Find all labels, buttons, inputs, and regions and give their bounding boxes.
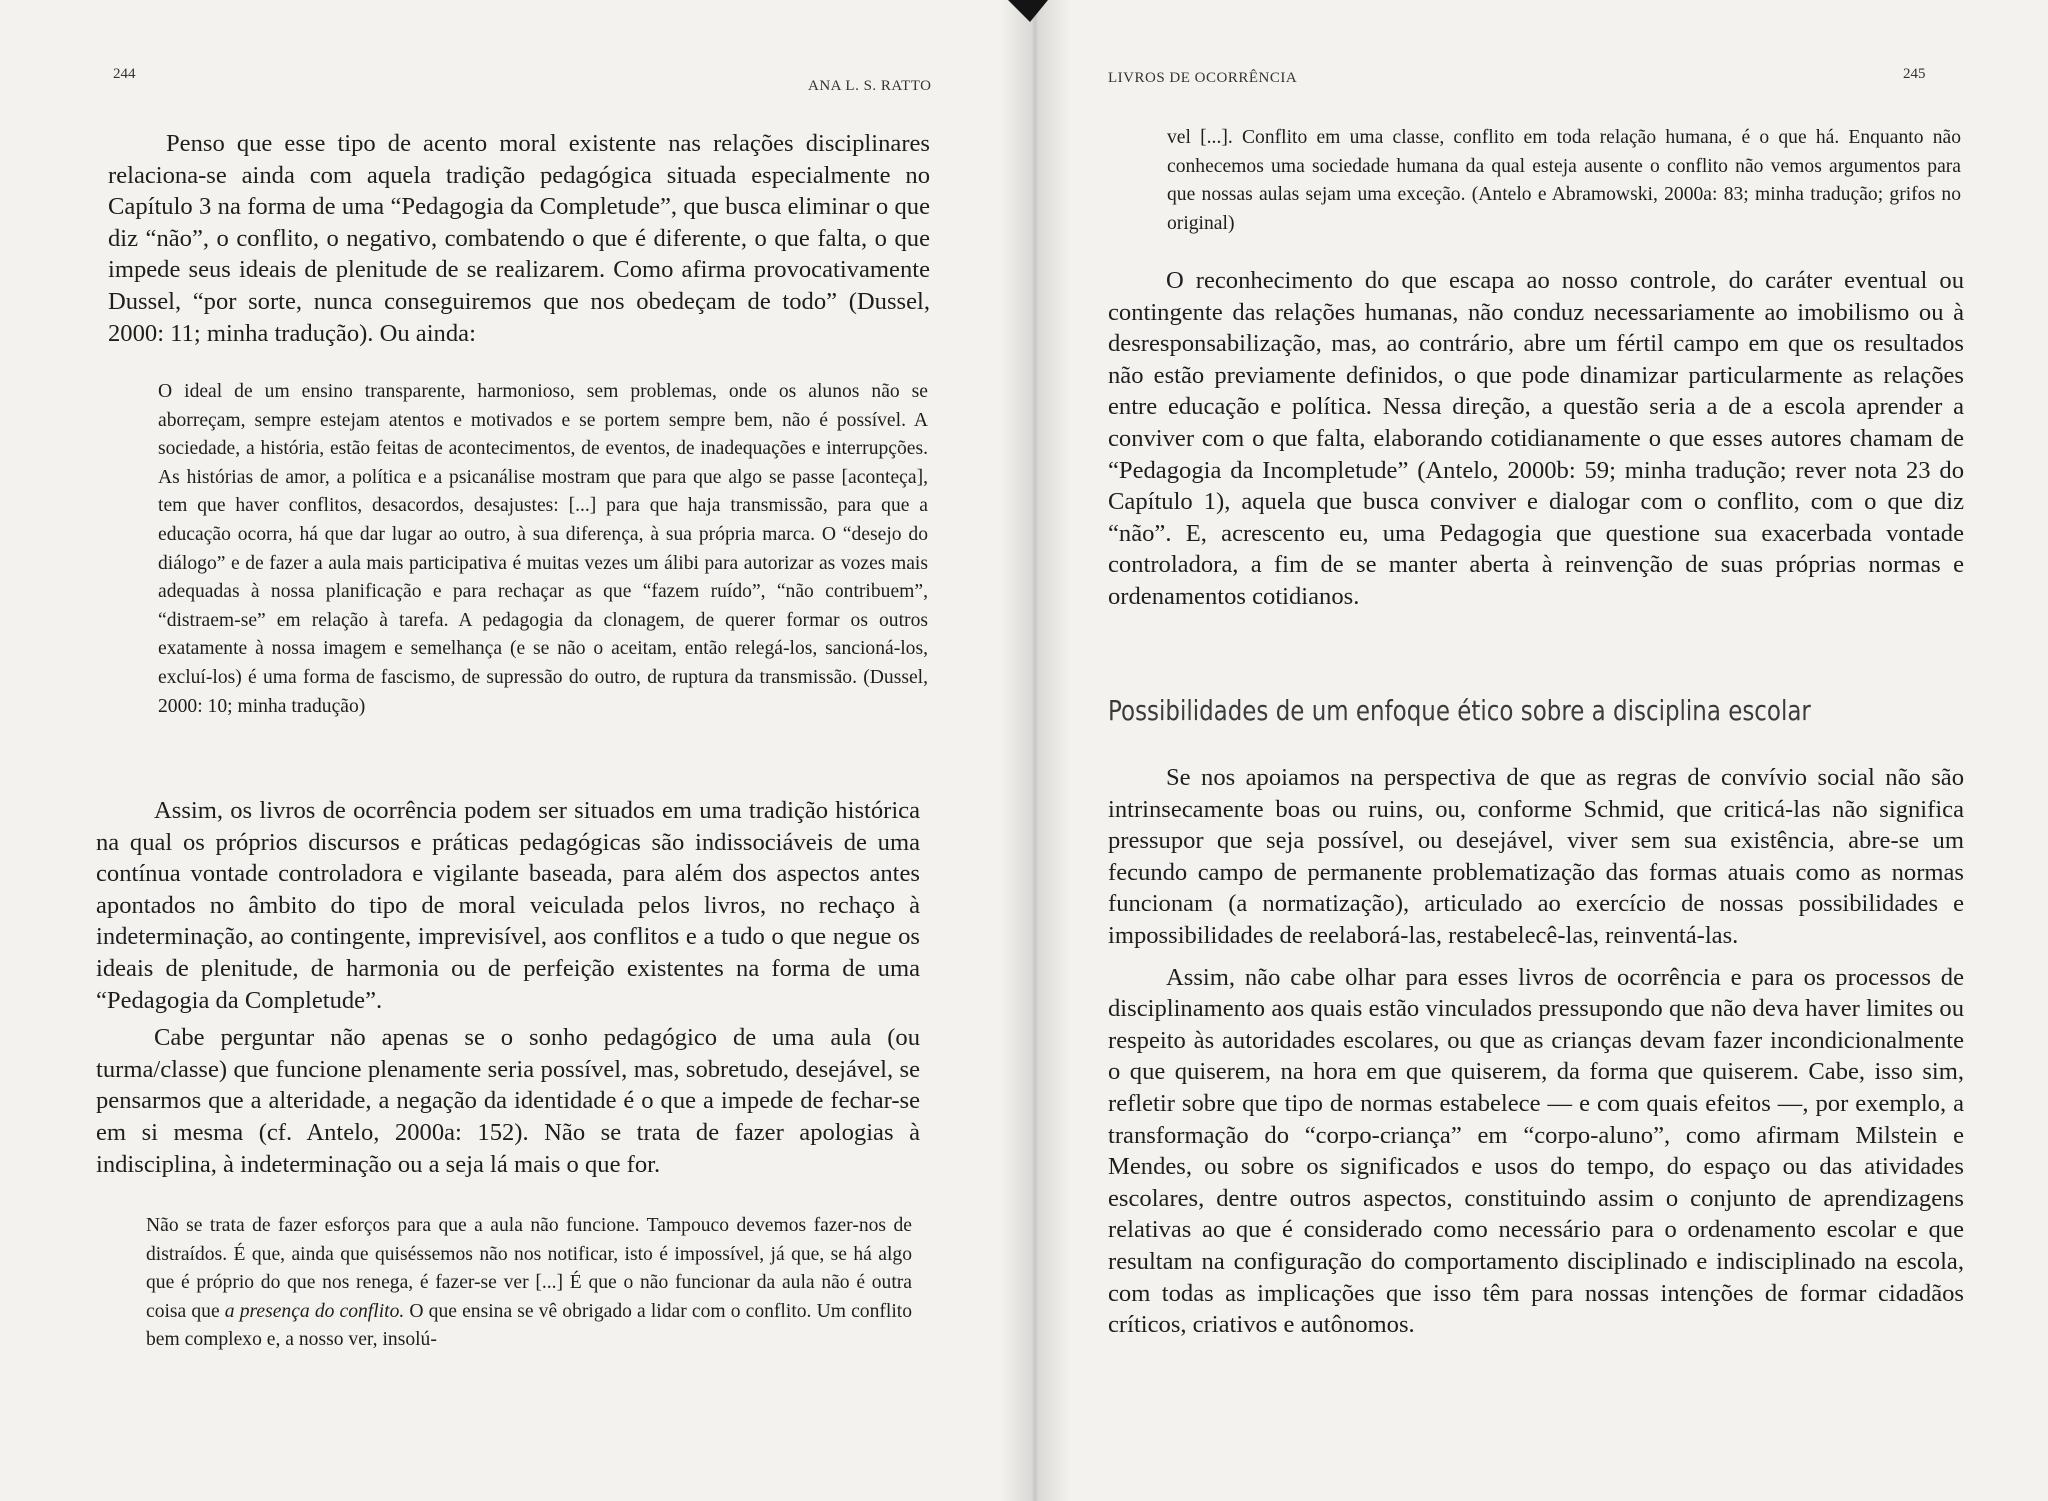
body-paragraph: Se nos apoiamos na perspectiva de que as regras de convívio social não são intrinsecamente boas ou ruins, ou, conforme Schmid, que criticá-las não significa pressupor que seja possível, ou desejável, viver sem sua existência, abre-se um fecundo campo de permanente problematização das formas atuais como as normas funcionam (a normatização), articulado ao exercício de nossas possibilidades e impossibilidades de reelaborá-las, restabelecê-las, reinventá-las. — [1108, 764, 1964, 949]
block-quote-1 — [158, 378, 928, 721]
running-head: LIVROS DE OCORRÊNCIA — [1108, 70, 1298, 86]
body-paragraph: O reconhecimento do que escapa ao nosso controle, do caráter eventual ou contingente das relações humanas, não conduz necessariamente ao imobilismo ou à desresponsabilização, mas, ao contrário, abre um fértil campo em que os resultados não estão previamente definidos, o que pode dinamizar particularmente as relações entre educação e política. Nessa direção, a questão seria a de a escola aprender a conviver com o que falta, elaborando cotidianamente o que esses autores chamam de “Pedagogia da Incompletude” (Antelo, 2000b: 59; minha tradução; rever nota 23 do Capítulo 1), aquela que busca conviver e dialogar com o conflito, com o que diz “não”. E, acrescento eu, uma Pedagogia que questione sua exacerbada vontade controladora, a fim de se manter aberta à reinvenção de suas próprias normas e ordenamentos cotidianos. — [1108, 267, 1964, 610]
paragraph-block-2 — [1108, 762, 1964, 1341]
running-head: ANA L. S. RATTO — [808, 78, 932, 94]
block-quote-text — [146, 1212, 912, 1355]
body-paragraph: Assim, os livros de ocorrência podem ser situados em uma tradição histórica na qual os próprios discursos e práticas pedagógicas são indissociáveis de uma contínua vontade controladora e vigilante baseada, para além dos aspectos antes apontados no âmbito do tipo de moral veiculada pelos livros, no rechaço à indeterminação, ao contingente, imprevisível, aos conflitos e a tudo o que negue os ideais de plenitude, de harmonia ou de perfeição existentes na forma de uma “Pedagogia da Completude”. — [96, 797, 920, 1014]
block-quote-2 — [146, 1212, 912, 1355]
body-paragraph: Assim, não cabe olhar para esses livros de ocorrência e para os processos de disciplinamento aos quais estão vinculados pressupondo que não deva haver limites ou respeito às autoridades escolares, ou que as crianças devam fazer incondicionalmente o que quiserem, na hora em que quiserem, da forma que quiserem. Cabe, isso sim, refletir sobre que tipo de normas estabelece — e com quais efeitos —, por exemplo, a transformação do “corpo-criança” em “corpo-aluno”, como afirmam Milstein e Mendes, ou sobre os significados e usos do tempo, do espaço ou das atividades escolares, dentre outros aspectos, constituindo assim o conjunto de aprendizagens relativas ao que é considerado como necessário para o ordenamento escolar e que resultam na configuração do comportamento disciplinado e indisciplinado na escola, com todas as implicações que isso têm para nossas intenções de formar cidadãos críticos, criativos e autônomos. — [1108, 963, 1964, 1339]
body-paragraph: Cabe perguntar não apenas se o sonho pedagógico de uma aula (ou turma/classe) que funcione plenamente seria possível, mas, sobretudo, desejável, se pensarmos que a alteridade, a negação da identidade é o que a impede de fechar-se em si mesma (cf. Antelo, 2000a: 152). Não se trata de fazer apologias à indisciplina, à indeterminação ou a seja lá mais o que for. — [96, 1024, 920, 1178]
paragraph-block-2 — [96, 795, 920, 1180]
right-page — [1028, 0, 2048, 1501]
paragraph-block-1 — [1108, 265, 1964, 613]
section-heading: Possibilidades de um enfoque ético sobre a disciplina escolar — [1108, 694, 1811, 727]
quote-text-part: O que ensina se vê obrigado a lidar com o conflito. Um conflito bem complexo e, a nosso ver, insolú- — [146, 1300, 913, 1351]
quote-text-part: Não se trata de fazer esforços para que a aula não funcione. Tampouco devemos fazer-nos de distraídos. É que, ainda que quiséssemos não nos notificar, isto é impossível, já que, se há algo que é próprio do que nos renega, é fazer-se ver [...] É que o não funcionar da aula não é outra coisa que — [146, 1215, 912, 1322]
block-quote-text: O ideal de um ensino transparente, harmonioso, sem problemas, onde os alunos não se aborreçam, sempre estejam atentos e motivados e se portem sempre bem, não é possível. A sociedade, a história, estão feitas de acontecimentos, de eventos, de inadequações e interrupções. As histórias de amor, a política e a psicanálise mostram que para que algo se passe [aconteça], tem que haver conflitos, desacordos, desajustes: [...] para que haja transmissão, para que a educação ocorra, há que dar lugar ao outro, à sua diferença, à sua própria marca. O “desejo do diálogo” e de fazer a aula mais participativa é muitas vezes um álibi para autorizar as vozes mais adequadas à nossa planificação e para rechaçar as que “fazem ruído”, “não contribuem”, “distraem-se” em relação à tarefa. A pedagogia da clonagem, de querer formar os outros exatamente à nossa imagem e semelhança (e se não o aceitam, então relegá-los, sancioná-los, excluí-los) é uma forma de fascismo, de supressão do outro, de ruptura da transmissão. (Dussel, 2000: 10; minha tradução) — [158, 381, 928, 717]
page-number: 245 — [1903, 66, 1926, 82]
body-paragraph: Penso que esse tipo de acento moral existente nas relações disciplinares relaciona-se ainda com aquela tradição pedagógica situada especialmente no Capítulo 3 na forma de uma “Pedagogia da Completude”, que busca eliminar o que diz “não”, o conflito, o negativo, combatendo o que é diferente, o que falta, o que impede seus ideais de plenitude de se realizarem. Como afirma provocativamente Dussel, “por sorte, nunca conseguiremos que nos obedeçam de todo” (Dussel, 2000: 11; minha tradução). Ou ainda: — [108, 130, 930, 347]
page-number: 244 — [113, 66, 136, 82]
paragraph-block-1 — [108, 128, 930, 349]
quote-italic-emphasis: a presença do conflito. — [224, 1300, 405, 1322]
block-quote-text: vel [...]. Conflito em uma classe, conflito em toda relação humana, é o que há. Enquanto não conhecemos uma sociedade humana da qual esteja ausente o conflito não vemos argumentos para que nossas aulas sejam uma exceção. (Antelo e Abramowski, 2000a: 83; minha tradução; grifos no original) — [1167, 127, 1961, 234]
block-quote-continued — [1167, 124, 1961, 238]
